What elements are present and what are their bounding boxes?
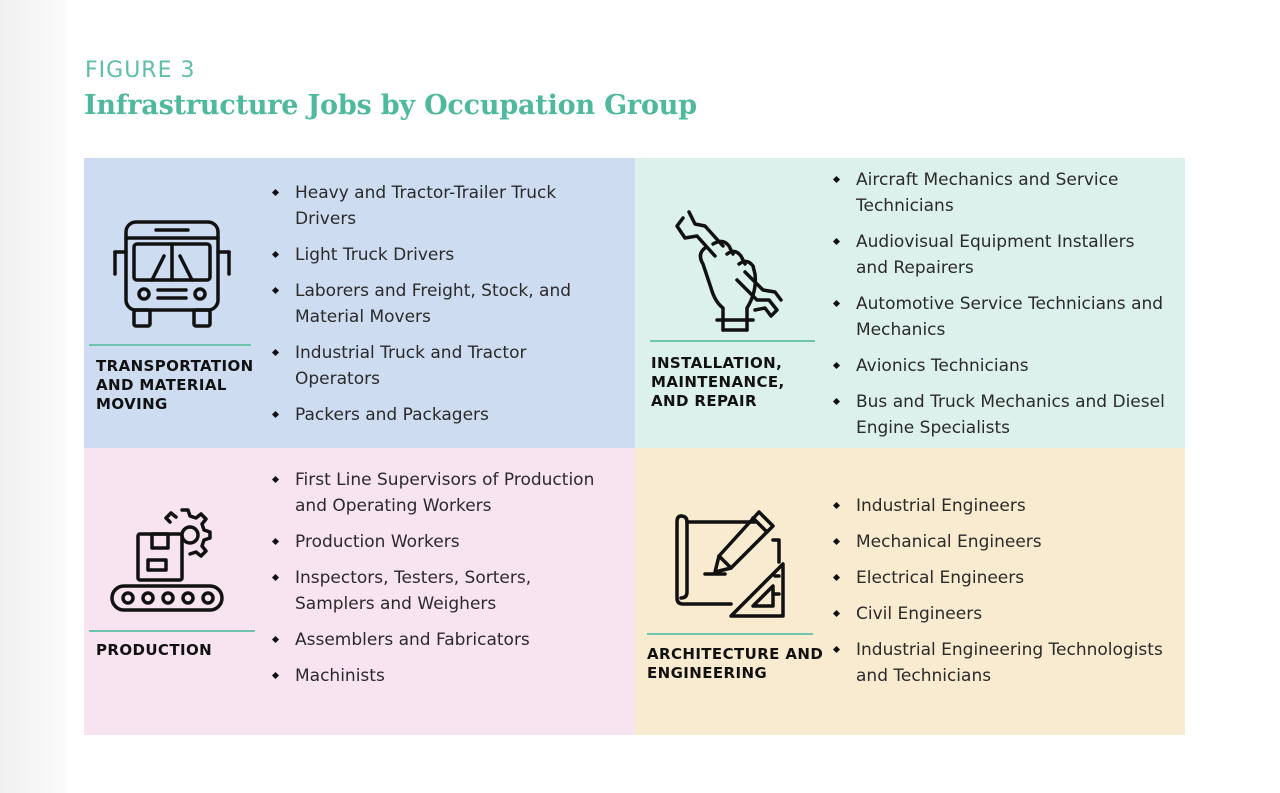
blueprint-pencil-icon: [675, 506, 791, 620]
list-item: First Line Supervisors of Production and Operating Workers: [270, 467, 610, 519]
list-item: Laborers and Freight, Stock, and Material Movers: [270, 278, 610, 330]
quadrant-production: [84, 448, 635, 735]
group-label-architecture: ARCHITECTURE AND ENGINEERING: [647, 645, 824, 682]
job-list-architecture: [831, 493, 1171, 699]
list-item: Assemblers and Fabricators: [270, 627, 610, 653]
conveyor-gear-icon: [108, 502, 228, 620]
quadrant-transportation: [84, 158, 635, 448]
quadrant-architecture: [635, 448, 1185, 735]
list-item: Packers and Packagers: [270, 402, 610, 428]
group-label-production: PRODUCTION: [96, 641, 213, 659]
job-list-installation: [831, 167, 1171, 451]
list-item: Bus and Truck Mechanics and Diesel Engine Specialists: [831, 389, 1171, 441]
group-divider: [650, 340, 815, 342]
list-item: Light Truck Drivers: [270, 242, 610, 268]
list-item: Electrical Engineers: [831, 565, 1171, 591]
list-item: Industrial Engineering Technologists and Technicians: [831, 637, 1171, 689]
list-item: Aircraft Mechanics and Service Technicians: [831, 167, 1171, 219]
group-divider: [89, 630, 255, 632]
list-item: Industrial Engineers: [831, 493, 1171, 519]
job-list-transportation: [270, 180, 610, 438]
job-list-production: [270, 467, 610, 699]
group-divider: [647, 633, 813, 635]
group-label-transportation: TRANSPORTATION AND MATERIAL MOVING: [96, 357, 254, 413]
group-label-installation: INSTALLATION, MAINTENANCE, AND REPAIR: [651, 354, 785, 410]
list-item: Audiovisual Equipment Installers and Repairers: [831, 229, 1171, 281]
list-item: Industrial Truck and Tractor Operators: [270, 340, 610, 392]
figure-label: FIGURE 3: [85, 58, 196, 83]
quadrant-installation: [635, 158, 1185, 448]
hand-wrench-icon: [675, 208, 785, 336]
list-item: Heavy and Tractor-Trailer Truck Drivers: [270, 180, 610, 232]
list-item: Automotive Service Technicians and Mechanics: [831, 291, 1171, 343]
page-edge-shade: [0, 0, 66, 793]
group-divider: [89, 344, 251, 346]
list-item: Machinists: [270, 663, 610, 689]
list-item: Inspectors, Testers, Sorters, Samplers and Weighers: [270, 565, 610, 617]
figure-title: Infrastructure Jobs by Occupation Group: [84, 90, 697, 121]
list-item: Mechanical Engineers: [831, 529, 1171, 555]
list-item: Civil Engineers: [831, 601, 1171, 627]
bus-icon: [112, 216, 232, 334]
list-item: Avionics Technicians: [831, 353, 1171, 379]
list-item: Production Workers: [270, 529, 610, 555]
